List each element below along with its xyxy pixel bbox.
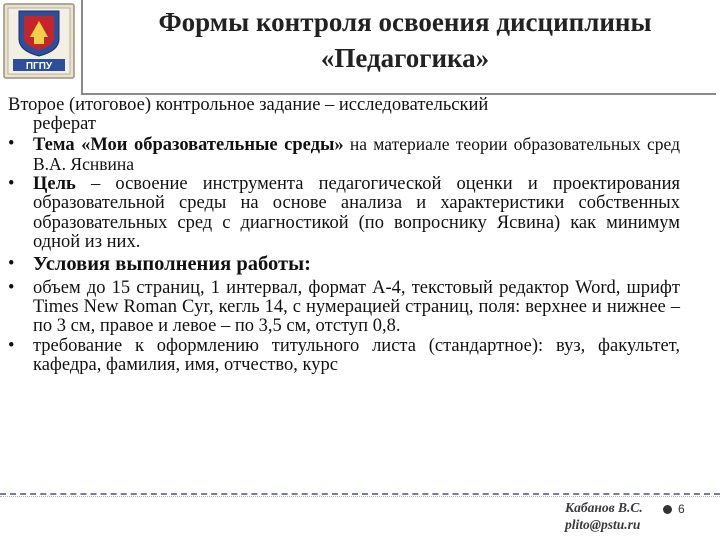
title-line-1: Формы контроля освоения дисциплины	[158, 7, 652, 37]
intro-text	[8, 96, 680, 135]
bullet-dot-icon	[663, 505, 672, 514]
footer-divider	[0, 493, 720, 495]
footer-divider-dotted	[0, 496, 720, 497]
bullet-conditions-heading	[8, 255, 680, 275]
intro-line-1: Второе (итоговое) контрольное задание – исследовательский	[8, 95, 489, 115]
page-number: 6	[678, 502, 685, 516]
header-vertical-divider	[81, 0, 83, 95]
goal-text: – освоение инструмента педагогической оценки и проектирования образовательной среды на основе анализа и характеристики собственных образовательных сред с диагностикой (по вопроснику Ясвина) как минимум одной из них.	[33, 174, 680, 253]
conditions-heading: Условия выполнения работы:	[33, 253, 311, 276]
bullet-marker: •	[8, 335, 15, 356]
bullet-marker: •	[8, 277, 15, 298]
bullet-marker: •	[8, 133, 15, 154]
topic-label: Тема «Мои образовательные среды»	[33, 134, 344, 155]
condition-2-text: требование к оформлению титульного листа (стандартное): вуз, факультет, кафедра, фамилия, имя, отчество, курс	[33, 335, 680, 375]
title-line-2: «Педагогика»	[320, 43, 490, 73]
author-name: Кабанов В.С.	[565, 500, 643, 515]
goal-label: Цель	[33, 174, 76, 195]
university-logo	[3, 3, 75, 79]
bullet-marker: •	[8, 254, 15, 275]
bullet-topic	[8, 135, 680, 176]
topic-text: на материале теории образовательных сред В.А. Яснвина	[33, 133, 680, 174]
author-email: plito@pstu.ru	[565, 517, 641, 532]
bullet-goal	[8, 175, 680, 252]
bullet-marker: •	[8, 174, 15, 195]
footer-author-block	[565, 499, 643, 533]
logo-text: ПГПУ	[25, 61, 53, 72]
bullet-condition-1	[8, 279, 680, 337]
slide-body	[8, 96, 680, 375]
bullet-condition-2	[8, 337, 680, 376]
slide-title	[100, 4, 710, 76]
intro-line-2: реферат	[33, 114, 96, 135]
condition-1-text: объем до 15 страниц, 1 интервал, формат А-4, текстовый редактор Word, шрифт Times New Roman Cyr, кегль 14, с нумерацией страниц, поля: верхнее и нижнее – по 3 см, правое и левое – по 3,5 см, отступ 0,8.	[33, 277, 680, 337]
